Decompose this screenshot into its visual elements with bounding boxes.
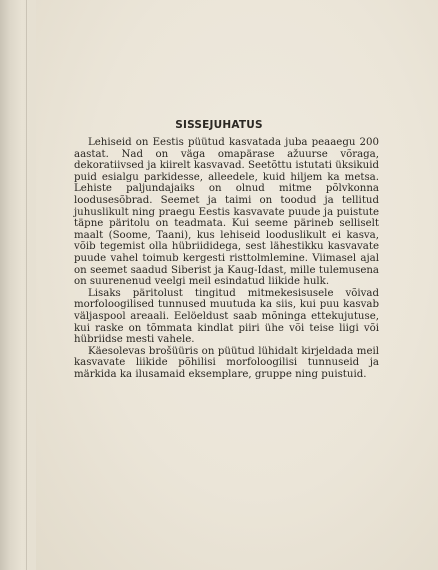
paragraph-3: Käesolevas brošüüris on püütud lühidalt kirjeldada meil kasvavate liikide põhilisi morfoloogilisi tunnuseid ja märkida ka ilusamaid eksemplare, gruppe ning puistuid.: [74, 345, 379, 380]
gutter-edge-line: [26, 0, 27, 570]
paragraph-2: Lisaks päritolust tingitud mitmekesisusele võivad morfoloogilised tunnused muutuda ka siis, kui puu kasvab väljaspool areaali. Eelöeldust saab mõninga ettekujutuse, kui raske on tõmmata kindlat piiri ühe või teise liigi või hübriidse mesti vahele.: [74, 287, 379, 346]
paragraph-1: Lehiseid on Eestis püütud kasvatada juba peaaegu 200 aastat. Nad on väga omapärase ažuurse võraga, dekoratiivsed ja kiirelt kasvavad. Seetõttu istutati üksikuid puid esialgu parkidesse, alleedele, kuid hiljem ka metsa. Lehiste paljundajaiks on olnud mitme põlvkonna loodusesõbrad. Seemet ja taimi on toodud ja tellitud juhuslikult ning praegu Eestis kasvavate puude ja puistute täpne päritolu on teadmata. Kui seeme pärineb selliselt maalt (Soome, Taani), kus lehiseid looduslikult ei kasva, võib tegemist olla hübriididega, sest lähestikku kasvavate puude vahel toimub kergesti risttolmlemine. Viimasel ajal on seemet saadud Siberist ja Kaug-Idast, mille tulemusena on suurenenud veelgi meil esindatud liikide hulk.: [74, 137, 379, 288]
section-title: SISSEJUHATUS: [175, 119, 263, 131]
body-text: [74, 137, 379, 380]
